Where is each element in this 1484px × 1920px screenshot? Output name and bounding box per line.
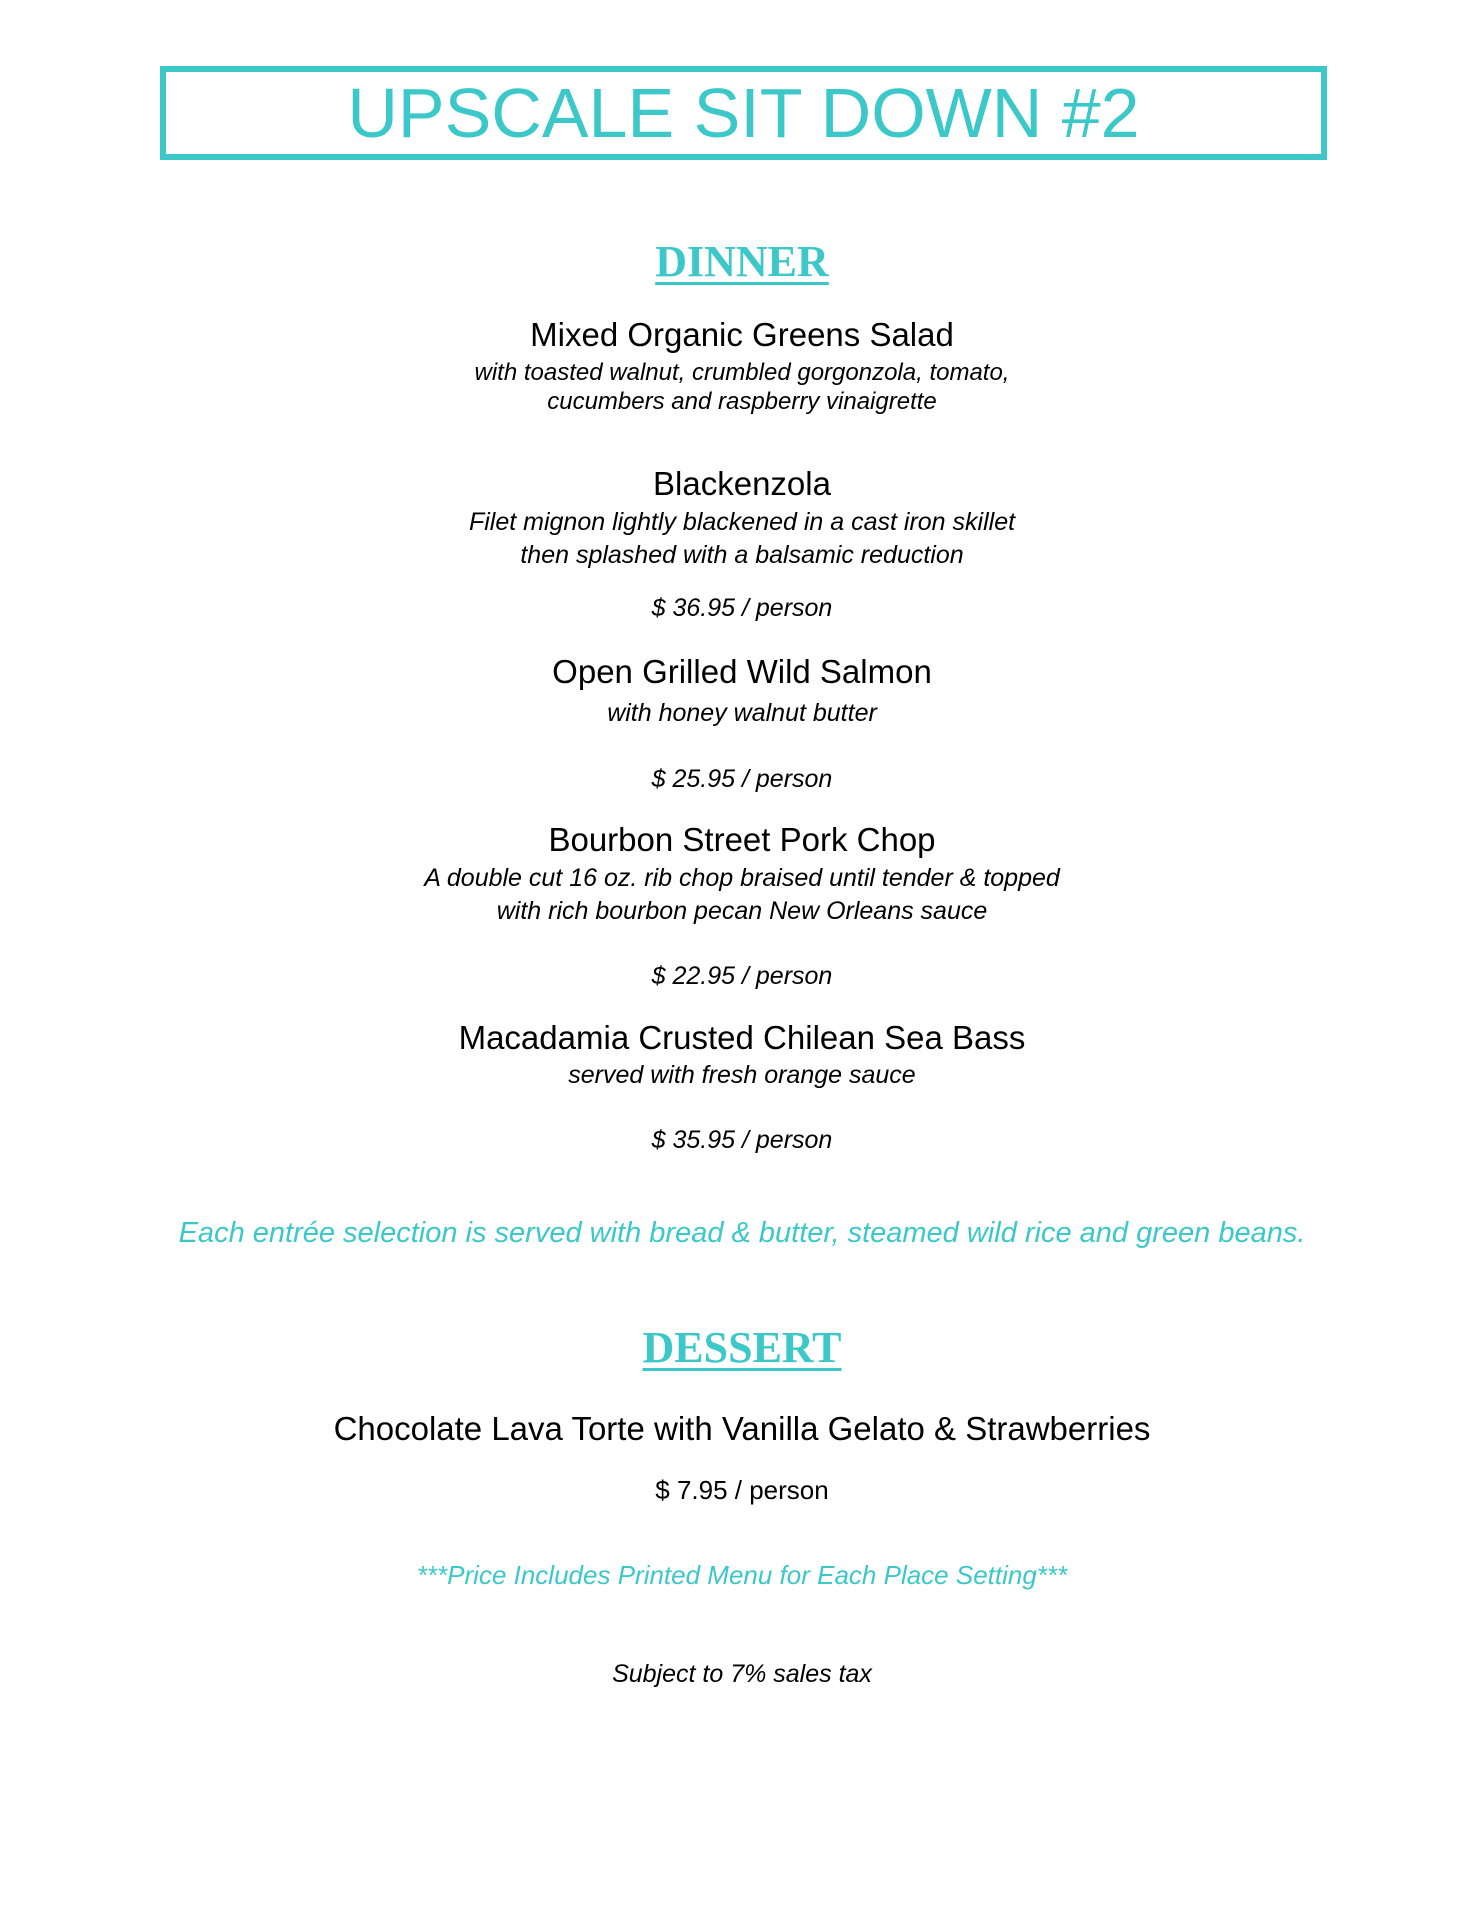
entree-price-pork-chop: $ 22.95 / person [651, 962, 833, 990]
dessert-heading: DESSERT [642, 1323, 842, 1372]
entree-price-blackenzola: $ 36.95 / person [651, 594, 833, 622]
salad-desc-line2: cucumbers and raspberry vinaigrette [547, 388, 937, 415]
entree-price-sea-bass: $ 35.95 / person [651, 1126, 833, 1154]
entree-desc-blackenzola-line2: then splashed with a balsamic reduction [520, 541, 964, 569]
entree-name-sea-bass: Macadamia Crusted Chilean Sea Bass [458, 1019, 1026, 1056]
entree-desc-pork-chop-line2: with rich bourbon pecan New Orleans sauce [496, 897, 988, 925]
entree-name-pork-chop: Bourbon Street Pork Chop [548, 821, 936, 858]
menu-title-box [160, 66, 1327, 160]
menu-title: UPSCALE SIT DOWN #2 [347, 74, 1140, 152]
dessert-name: Chocolate Lava Torte with Vanilla Gelato & Strawberries [333, 1410, 1151, 1447]
salad-desc-line1: with toasted walnut, crumbled gorgonzola, tomato, [474, 359, 1010, 386]
entree-desc-blackenzola-line1: Filet mignon lightly blackened in a cast iron skillet [468, 508, 1016, 536]
dinner-heading: DINNER [655, 237, 829, 286]
entree-note: Each entrée selection is served with bread & butter, steamed wild rice and green beans. [178, 1217, 1306, 1249]
entree-name-blackenzola: Blackenzola [653, 465, 831, 502]
entree-desc-sea-bass-line1: served with fresh orange sauce [568, 1061, 916, 1089]
entree-desc-salmon-line1: with honey walnut butter [607, 699, 877, 727]
sales-tax-note: Subject to 7% sales tax [612, 1660, 872, 1688]
entree-desc-pork-chop-line1: A double cut 16 oz. rib chop braised until tender & topped [424, 864, 1060, 892]
dessert-price: $ 7.95 / person [655, 1475, 829, 1505]
printed-menu-note: ***Price Includes Printed Menu for Each Place Setting*** [416, 1560, 1068, 1590]
entree-price-salmon: $ 25.95 / person [651, 765, 833, 793]
entree-name-salmon: Open Grilled Wild Salmon [552, 653, 932, 690]
salad-name: Mixed Organic Greens Salad [530, 316, 954, 353]
